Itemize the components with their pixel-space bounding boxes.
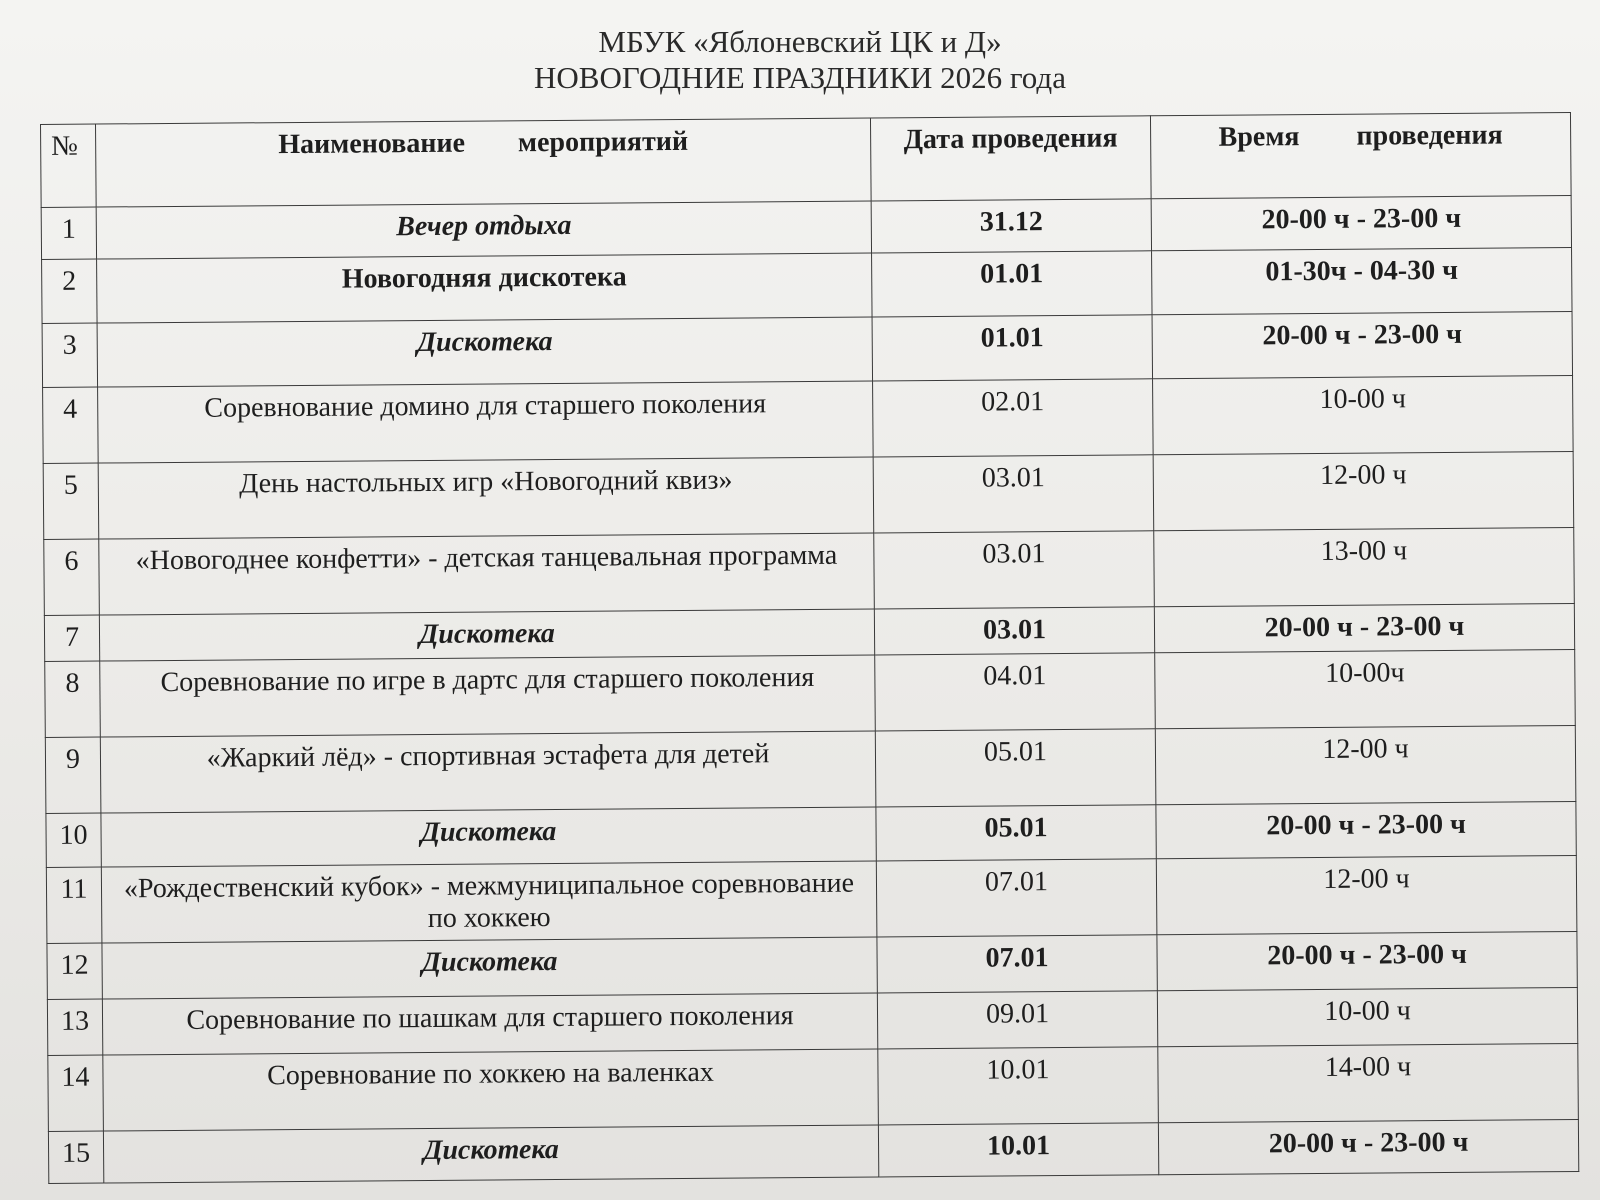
event-date: 01.01 [872,315,1152,381]
event-name: «Новогоднее конфетти» - детская танцевальная программа [99,533,875,615]
event-time: 20-00 ч - 23-00 ч [1151,195,1571,250]
event-name: Вечер отдыха [96,201,871,259]
event-date: 03.01 [874,607,1154,655]
event-name: Дискотека [103,1125,878,1183]
event-name: Соревнование по шашкам для старшего поколения [102,993,877,1055]
row-number: 1 [41,207,96,259]
event-date: 10.01 [878,1123,1158,1177]
organization-title: МБУК «Яблоневский ЦК и Д» [598,24,1002,59]
event-name: Соревнование по хоккею на валенках [103,1049,879,1131]
event-date: 10.01 [878,1047,1159,1125]
event-date: 05.01 [876,805,1156,861]
event-name: Соревнование домино для старшего поколения [98,381,874,463]
table-header-row [41,112,1572,207]
column-header-name: Наименование мероприятий [96,118,872,207]
table-row [43,451,1574,539]
row-number: 10 [46,813,101,867]
column-header-date: Дата проведения [870,116,1151,201]
column-header-number: № [41,124,97,207]
row-number: 5 [43,463,99,539]
event-time: 14-00 ч [1158,1043,1579,1122]
event-date: 07.01 [876,859,1157,937]
row-number: 2 [42,259,98,323]
event-name: Дискотека [99,609,874,661]
event-time: 12-00 ч [1155,725,1576,804]
row-number: 12 [47,943,102,999]
event-date: 31.12 [871,199,1151,253]
row-number: 11 [46,867,102,943]
row-number: 3 [42,323,98,387]
event-name: Новогодняя дискотека [97,253,872,323]
event-name: Дискотека [102,937,877,999]
column-header-time: Время проведения [1150,112,1571,198]
row-number: 13 [47,999,102,1055]
table-row [43,375,1574,463]
event-name: Дискотека [97,317,872,387]
document-title: НОВОГОДНИЕ ПРАЗДНИКИ 2026 года [534,60,1066,95]
event-date: 04.01 [875,653,1156,731]
row-number: 4 [43,387,99,463]
event-time: 20-00 ч - 23-00 ч [1158,1119,1578,1174]
event-time: 10-00ч [1155,649,1576,728]
event-name: Соревнование по игре в дартс для старшего поколения [100,655,876,737]
table-row [48,1119,1578,1183]
row-number: 6 [44,539,100,615]
event-time: 12-00 ч [1156,855,1577,934]
row-number: 14 [48,1055,104,1131]
table-row [42,311,1572,387]
row-number: 9 [45,737,101,813]
event-date: 03.01 [873,455,1154,533]
event-date: 03.01 [874,531,1155,609]
event-time: 10-00 ч [1153,375,1574,454]
event-name: «Рождественский кубок» - межмуниципальное соревнование по хоккею [101,861,877,943]
event-time: 20-00 ч - 23-00 ч [1152,311,1572,378]
event-time: 20-00 ч - 23-00 ч [1157,931,1577,990]
event-date: 05.01 [875,729,1156,807]
row-number: 15 [48,1131,103,1183]
row-number: 7 [44,615,99,661]
event-time: 12-00 ч [1153,451,1574,530]
event-date: 09.01 [877,991,1157,1049]
table-row [48,1043,1579,1131]
table-row [46,855,1577,943]
table-row [45,649,1576,737]
event-time: 20-00 ч - 23-00 ч [1154,603,1574,652]
event-name: «Жаркий лёд» - спортивная эстафета для детей [100,731,876,813]
event-name: День настольных игр «Новогодний квиз» [98,457,874,539]
row-number: 8 [45,661,101,737]
event-date: 01.01 [872,251,1152,317]
table-row [44,527,1575,615]
event-time: 13-00 ч [1154,527,1575,606]
table-row [42,247,1572,323]
event-time: 20-00 ч - 23-00 ч [1156,801,1576,858]
event-date: 02.01 [873,379,1154,457]
event-date: 07.01 [877,935,1157,993]
table-row [45,725,1576,813]
event-name: Дискотека [101,807,876,867]
event-time: 01-30ч - 04-30 ч [1152,247,1572,314]
events-table [40,112,1579,1184]
event-time: 10-00 ч [1157,987,1577,1046]
